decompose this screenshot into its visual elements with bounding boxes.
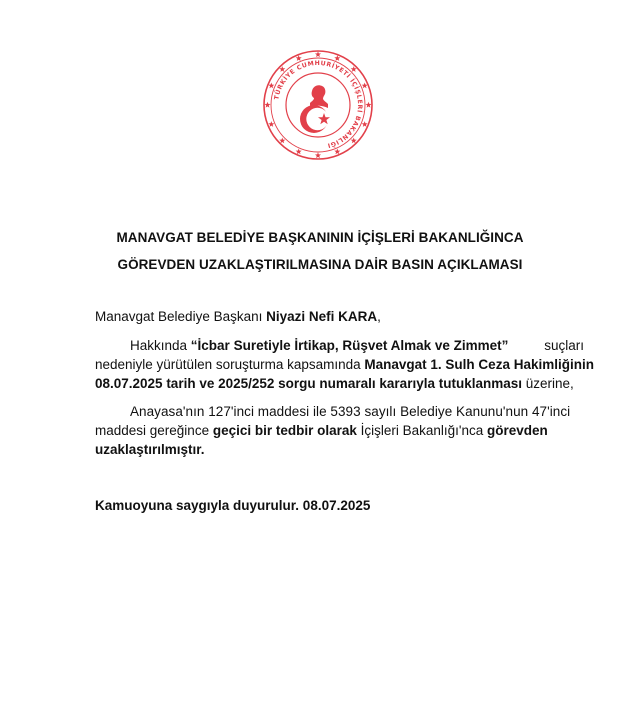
svg-text:TÜRKİYE CUMHURİYETİ İÇİŞLERİ B: TÜRKİYE CUMHURİYETİ İÇİŞLERİ BAKANLIĞI xyxy=(273,59,364,149)
document-title-line-2: GÖREVDEN UZAKLAŞTIRILMASINA DAİR BASIN AÇIKLAMASI xyxy=(117,257,523,272)
salutation xyxy=(95,309,584,324)
document-title-line-1: MANAVGAT BELEDİYE BAŞKANININ İÇİŞLERİ BAKANLIĞINCA xyxy=(116,230,524,245)
p2-l1-c: suçları xyxy=(540,338,584,353)
seal-star-icon xyxy=(365,102,371,108)
mayor-name: Niyazi Nefi KARA xyxy=(266,309,378,324)
paragraph-3-line-1: Anayasa'nın 127'inci maddesi ile 5393 sayılı Belediye Kanunu'nun 47'inci xyxy=(130,404,571,419)
seal-star-icon xyxy=(268,121,274,127)
salutation-prefix: Manavgat Belediye Başkanı xyxy=(95,309,267,324)
court-name: Manavgat 1. Sulh Ceza Hakimliğinin xyxy=(364,357,594,372)
seal-star-icon xyxy=(315,152,321,158)
salutation-suffix: , xyxy=(377,309,381,324)
paragraph-2-line-3 xyxy=(95,376,584,391)
p3-l2-a: maddesi gereğince xyxy=(95,423,213,438)
decision-text: 08.07.2025 tarih ve 2025/252 sorgu numaralı kararıyla tutuklanması xyxy=(95,376,522,391)
seal-star-icon xyxy=(334,148,340,154)
removed-from-office-text: uzaklaştırılmıştır. xyxy=(95,442,205,457)
closing-statement xyxy=(95,498,584,513)
p2-l3-b: üzerine, xyxy=(521,376,574,391)
ministry-seal-logo xyxy=(262,49,374,161)
closing-text: Kamuoyuna saygıyla duyurulur. 08.07.2025 xyxy=(95,498,371,513)
paragraph-2-line-2 xyxy=(95,357,594,372)
paragraph-2-line-1 xyxy=(130,338,584,353)
seal-star-icon xyxy=(296,148,302,154)
seal-star-icon xyxy=(315,51,321,57)
p2-l2-a: nedeniyle yürütülen soruşturma kapsamında xyxy=(95,357,365,372)
seal-star-icon xyxy=(362,121,368,127)
seal-star-icon xyxy=(264,102,270,108)
charges-text: “İcbar Suretiyle İrtikap, Rüşvet Almak ve Zimmet” xyxy=(190,338,509,353)
seal-icon xyxy=(262,49,374,161)
paragraph-3-line-2 xyxy=(95,423,584,438)
p2-l1-a: Hakkında xyxy=(130,338,191,353)
p3-l2-c: İçişleri Bakanlığı'nca xyxy=(356,423,488,438)
temporary-measure-text: geçici bir tedbir olarak xyxy=(212,423,357,438)
removal-text: görevden xyxy=(487,423,548,438)
paragraph-3-line-3 xyxy=(95,442,584,457)
